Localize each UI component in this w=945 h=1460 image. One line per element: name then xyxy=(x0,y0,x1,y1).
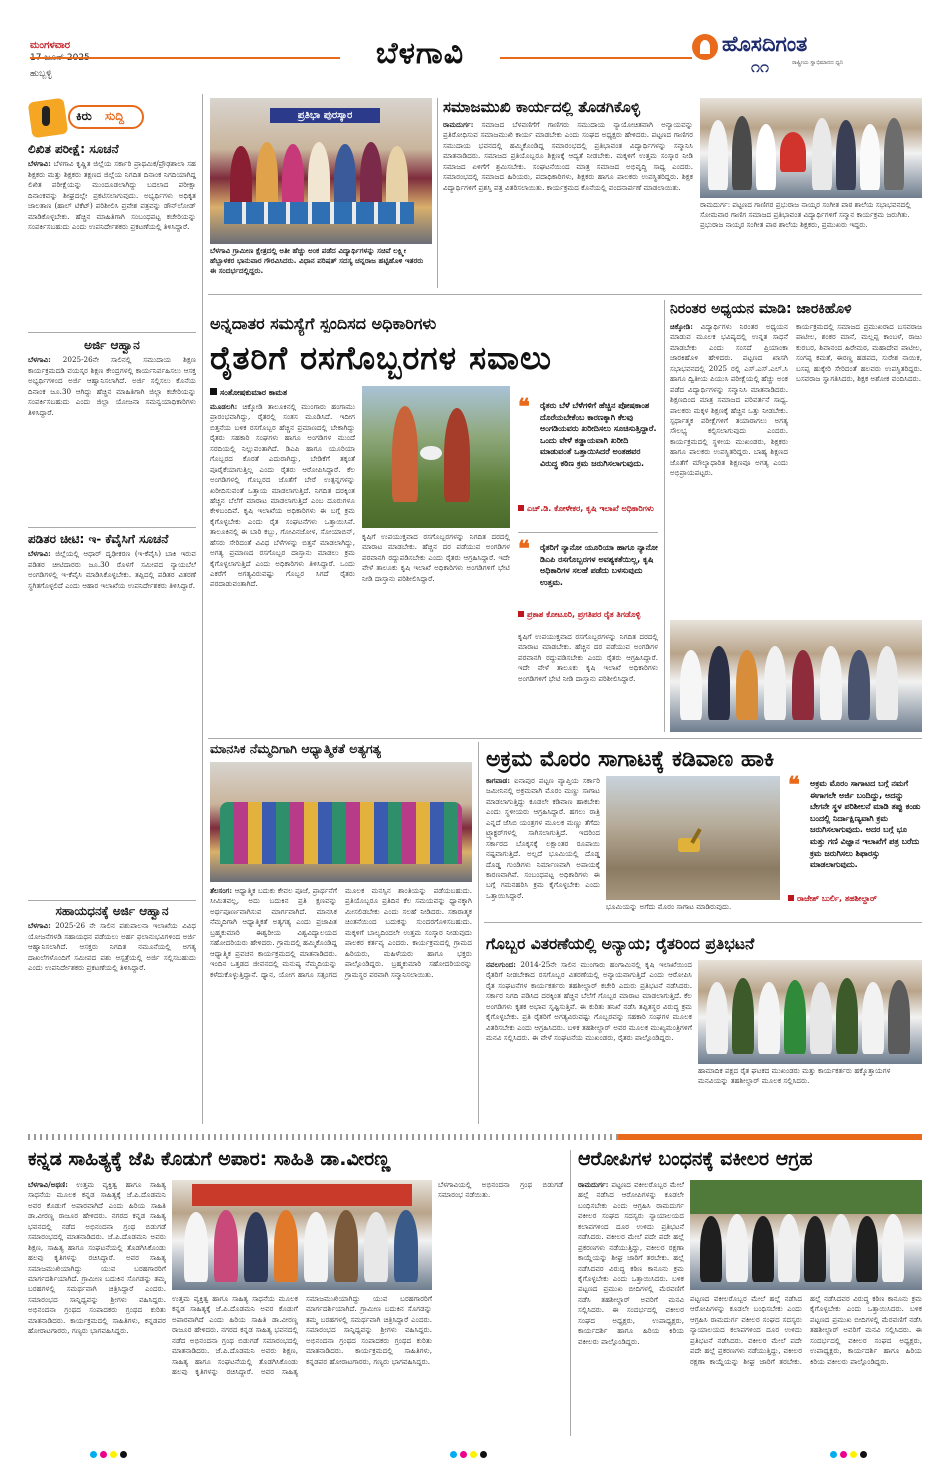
kirusuddi-item-head: ಸಹಾಯಧನಕ್ಕೆ ಅರ್ಜಿ ಆಹ್ವಾನ xyxy=(55,904,169,918)
kirusuddi-item-place: ಬೆಳಗಾವಿ: xyxy=(28,159,51,169)
award-stage-banner: ಪ್ರತಿಭಾ ಪುರಸ್ಕಾರ xyxy=(270,108,380,123)
quote-mark-icon: ❝ xyxy=(518,536,530,562)
paper-name: ಹೊಸದಿಗಂತ xyxy=(722,32,808,56)
byline-icon xyxy=(210,388,217,395)
study-body-text: ವಿದ್ಯಾರ್ಥಿಗಳು ನಿರಂತರ ಅಧ್ಯಯನ ಮಾಡುವ ಮೂಲಕ ಭವಿಷ್ಯದಲ್ಲಿ ಉನ್ನತ ಸಾಧನೆ ಮಾಡಬೇಕು ಎಂದು ಸಂಸದೆ ಪ್ರಿಯಾಂಕಾ ಜಾರಕಿಹೊಳಿ ಹೇಳಿದರು. ಪಟ್ಟಣದ ಖಾಸಗಿ ಸಭಾಭವನದಲ್ಲಿ 2025 ರಲ್ಲಿ ಎಸ್.ಎಸ್.ಎಲ್.ಸಿ ಹಾಗೂ ದ್ವಿತೀಯ ಪಿಯುಸಿ ಪರೀಕ್ಷೆಯಲ್ಲಿ ಹೆಚ್ಚು ಅಂಕ ಪಡೆದ ವಿದ್ಯಾರ್ಥಿಗಳನ್ನು ಸನ್ಮಾನಿಸಿ ಮಾತನಾಡಿದರು. ಶಿಕ್ಷಣದಿಂದ ಮಾತ್ರ ಸಮಾಜದ ಪರಿವರ್ತನೆ ಸಾಧ್ಯ. ಪಾಲಕರು ಮಕ್ಕಳ ಶಿಕ್ಷಣಕ್ಕೆ ಹೆಚ್ಚಿನ ಒತ್ತು ನೀಡಬೇಕು. ಸ್ಪರ್ಧಾತ್ಮಕ ಪರೀಕ್ಷೆಗಳಿಗೆ ತಯಾರಾಗಲು ಅಗತ್ಯ ಸೌಲಭ್ಯ ಕಲ್ಪಿಸಲಾಗುವುದು ಎಂದರು. ಕಾರ್ಯಕ್ರಮದಲ್ಲಿ ಸ್ಥಳೀಯ ಮುಖಂಡರು, ಶಿಕ್ಷಕರು ಹಾಗೂ ಪಾಲಕರು ಉಪಸ್ಥಿತರಿದ್ದರು. ಬಾಹ್ಯ ಶಿಕ್ಷಣದ ಜೊತೆಗೆ ಮೌಲ್ಯಾಧಾರಿತ ಶಿಕ್ಷಣವೂ ಅಗತ್ಯ ಎಂದು ಅಭಿಪ್ರಾಯಪಟ್ಟರು. xyxy=(670,322,788,478)
social-body-text: ಸಮಾಜದ ಬೆಳವಣಿಗೆಗೆ ಗಾಣಿಗರು ಸಮುದಾಯ ನ್ಯಾಯೋಚಿತವಾಗಿ ಅನ್ಯಾಯವನ್ನು ಪ್ರತಿರೋಧಿಸುವ ಸಮಾಜಮುಖಿ ಕಾರ್ಯ ಮಾಡಬೇಕು ಎಂದು ಸಂಘದ ಅಧ್ಯಕ್ಷರು ಹೇಳಿದರು. ಪಟ್ಟಣದ ಗಾಣಿಗರ ಸಮುದಾಯ ಭವನದಲ್ಲಿ ಹಮ್ಮಿಕೊಂಡಿದ್ದ ಸಮಾರಂಭದಲ್ಲಿ ಪ್ರತಿಭಾವಂತ ವಿದ್ಯಾರ್ಥಿಗಳನ್ನು ಸನ್ಮಾನಿಸಿ ಮಾತನಾಡಿದರು. ಸಮಾಜದ ಪ್ರತಿಯೊಬ್ಬರೂ ಶಿಕ್ಷಣಕ್ಕೆ ಆದ್ಯತೆ ನೀಡಬೇಕು. ಮಕ್ಕಳಿಗೆ ಉತ್ತಮ ಸಂಸ್ಕಾರ ನೀಡಿ ಸಮಾಜದ ಏಳಿಗೆಗೆ ಶ್ರಮಿಸಬೇಕು. ಸಂಘಟನೆಯಿಂದ ಮಾತ್ರ ಸಮಾಜದ ಅಭಿವೃದ್ಧಿ ಸಾಧ್ಯ ಎಂದರು. ಸಮಾರಂಭದಲ್ಲಿ ಸಮಾಜದ ಹಿರಿಯರು, ಪದಾಧಿಕಾರಿಗಳು, ಶಿಕ್ಷಕರು ಹಾಗೂ ಪಾಲಕರು ಉಪಸ್ಥಿತರಿದ್ದರು. ಶಿಕ್ಷಕ ವಿದ್ಯಾರ್ಥಿಗಳಿಗೆ ಪ್ರಶಸ್ತಿ ಪತ್ರ ವಿತರಿಸಲಾಯಿತು. ಕಾರ್ಯಕ್ರಮದ ಕೊನೆಯಲ್ಲಿ ವಂದನಾರ್ಪಣೆ ಮಾಡಲಾಯಿತು. xyxy=(443,120,693,192)
award-photo xyxy=(210,98,432,244)
person-figure xyxy=(706,982,728,1054)
kirusuddi-item-text xyxy=(28,355,196,525)
registration-marks-right xyxy=(830,1443,870,1460)
person-figure xyxy=(700,1216,722,1282)
quote-text: ರೈತರು ಬೆಳೆ ಬೆಳೆಗಳಿಗೆ ಹೆಚ್ಚಿನ ಪೋಷಕಾಂಶ ದೊರೆಯಬೇಕೆಂಬ ಕಾರಣಕ್ಕಾಗಿ ಕೆಲವು ಅಂಗಡಿಯವರು ಖರೀದಿಸಲು ಸೂಚಿಸುತ್ತಿದ್ದಾರೆ. ಒಂದು ವೇಳೆ ಕಡ್ಡಾಯವಾಗಿ ಖರೀದಿ ಮಾಡುವಂತೆ ಒತ್ತಾಯಿಸಿದರೆ ಅಂತಹವರ ವಿರುದ್ಧ ಕಠಿಣ ಕ್ರಮ ಜರುಗಿಸಲಾಗುವುದು. xyxy=(540,401,657,468)
hand-icon-finger xyxy=(42,106,50,126)
divider xyxy=(28,527,196,528)
person-figure xyxy=(848,650,870,720)
excavator-figure xyxy=(678,838,700,852)
protest-photo xyxy=(698,960,922,1064)
quote-source xyxy=(518,496,658,515)
veeranna-body-text-2: ಉತ್ತಮ ವ್ಯಕ್ತಿತ್ವ ಹಾಗೂ ಸಾಹಿತ್ಯ ಸಾಧನೆಯ ಮೂಲಕ ಕನ್ನಡ ಸಾಹಿತ್ಯಕ್ಕೆ ಜೆ.ಪಿ.ದೊಡಮನಿ ಅವರ ಕೊಡುಗೆ ಅಪಾರವಾಗಿದೆ ಎಂದು ಹಿರಿಯ ಸಾಹಿತಿ ಡಾ.ವೀರಣ್ಣ ರಾಜೂರ ಹೇಳಿದರು. ನಗರದ ಕನ್ನಡ ಸಾಹಿತ್ಯ ಭವನದಲ್ಲಿ ನಡೆದ ಅಭಿನಂದನಾ ಗ್ರಂಥ ಬಿಡುಗಡೆ ಸಮಾರಂಭದಲ್ಲಿ ಮಾತನಾಡಿದರು. ಜೆ.ಪಿ.ದೊಡಮನಿ ಅವರು ಶಿಕ್ಷಣ, ಸಾಹಿತ್ಯ ಹಾಗೂ ಸಂಘಟನೆಯಲ್ಲಿ ತೊಡಗಿಸಿಕೊಂಡು ಹಲವು ಕೃತಿಗಳನ್ನು ರಚಿಸಿದ್ದಾರೆ. ಅವರ ಸಾಹಿತ್ಯ ಸಮಾಜಮುಖಿಯಾಗಿದ್ದು ಯುವ ಬರಹಗಾರರಿಗೆ ಮಾರ್ಗದರ್ಶಿಯಾಗಿದೆ. ಗ್ರಾಮೀಣ ಬದುಕಿನ ಸೊಗಡನ್ನು ತಮ್ಮ ಬರಹಗಳಲ್ಲಿ ಸಮರ್ಥವಾಗಿ ಚಿತ್ರಿಸಿದ್ದಾರೆ ಎಂದರು. ಸಮಾರಂಭದ ಸಾನ್ನಿಧ್ಯವನ್ನು ಶ್ರೀಗಳು ವಹಿಸಿದ್ದರು. ಅಭಿನಂದನಾ ಗ್ರಂಥದ ಸಂಪಾದಕರು ಗ್ರಂಥದ ಕುರಿತು ಮಾತನಾಡಿದರು. ಕಾರ್ಯಕ್ರಮದಲ್ಲಿ ಸಾಹಿತಿಗಳು, ಕನ್ನಡಪರ ಹೋರಾಟಗಾರರು, ಗಣ್ಯರು ಭಾಗವಹಿಸಿದ್ದರು. xyxy=(172,1294,432,1377)
column-rule xyxy=(570,1150,571,1436)
lead-farm-photo xyxy=(362,386,510,528)
person-figure xyxy=(810,982,832,1054)
study-body xyxy=(670,322,788,616)
divider xyxy=(208,738,922,739)
protest-place: ನವಲಗುಂದ: xyxy=(486,960,516,969)
veeranna-body-3 xyxy=(438,1180,563,1436)
quote-bullet-icon xyxy=(518,611,524,617)
lawyers-body-2 xyxy=(690,1294,922,1436)
person-figure xyxy=(334,1210,358,1282)
lawyers-body-text-2: ಪಟ್ಟಣದ ವಕೀಲರೊಬ್ಬರ ಮೇಲೆ ಹಲ್ಲೆ ನಡೆಸಿದ ಆರೋಪಿಗಳನ್ನು ಕೂಡಲೇ ಬಂಧಿಸಬೇಕು ಎಂದು ಆಗ್ರಹಿಸಿ ರಾಮದುರ್ಗ ವಕೀಲರ ಸಂಘದ ಸದಸ್ಯರು ನ್ಯಾಯಾಲಯದ ಕಲಾಪಗಳಿಂದ ದೂರ ಉಳಿದು ಪ್ರತಿಭಟನೆ ನಡೆಸಿದರು. ವಕೀಲರ ಮೇಲೆ ಪದೇ ಪದೇ ಹಲ್ಲೆ ಪ್ರಕರಣಗಳು ನಡೆಯುತ್ತಿದ್ದು, ವಕೀಲರ ರಕ್ಷಣಾ ಕಾಯ್ದೆಯನ್ನು ಶೀಘ್ರ ಜಾರಿಗೆ ತರಬೇಕು. ಹಲ್ಲೆ ನಡೆಸಿದವರ ವಿರುದ್ಧ ಕಠಿಣ ಕಾನೂನು ಕ್ರಮ ಕೈಗೊಳ್ಳಬೇಕು ಎಂದು ಒತ್ತಾಯಿಸಿದರು. ಬಳಿಕ ಪಟ್ಟಣದ ಪ್ರಮುಖ ಬೀದಿಗಳಲ್ಲಿ ಮೆರವಣಿಗೆ ನಡೆಸಿ ತಹಶೀಲ್ದಾರ್ ಅವರಿಗೆ ಮನವಿ ಸಲ್ಲಿಸಿದರು. ಈ ಸಂದರ್ಭದಲ್ಲಿ ವಕೀಲರ ಸಂಘದ ಅಧ್ಯಕ್ಷರು, ಉಪಾಧ್ಯಕ್ಷರು, ಕಾರ್ಯದರ್ಶಿ ಹಾಗೂ ಹಿರಿಯ ಕಿರಿಯ ವಕೀಲರು ಪಾಲ್ಗೊಂಡಿದ್ದರು. xyxy=(690,1294,922,1366)
lawyers-headline: ಆರೋಪಿಗಳ ಬಂಧನಕ್ಕೆ ವಕೀಲರ ಆಗ್ರಹ xyxy=(578,1148,813,1170)
quote-bullet-icon xyxy=(788,895,794,901)
registration-dot xyxy=(450,1451,457,1458)
social-photo xyxy=(700,98,922,198)
mental-body-text: ಆಧ್ಯಾತ್ಮಿಕ ಬದುಕು ಕೇವಲ ಪೂಜೆ, ಪ್ರಾರ್ಥನೆಗೆ ಸೀಮಿತವಲ್ಲ, ಅದು ಬದುಕಿನ ಪ್ರತಿ ಕ್ಷಣವನ್ನು ಅರ್ಥಪೂರ್ಣವಾಗಿಸುವ ಮಾರ್ಗವಾಗಿದೆ. ಮಾನಸಿಕ ನೆಮ್ಮದಿಗಾಗಿ ಆಧ್ಯಾತ್ಮಿಕತೆ ಅತ್ಯಗತ್ಯ ಎಂದು ಪ್ರಜಾಪಿತ ಬ್ರಹ್ಮಕುಮಾರಿ ಈಶ್ವರೀಯ ವಿಶ್ವವಿದ್ಯಾಲಯದ ಸಹೋದರಿಯರು ಹೇಳಿದರು. ಗ್ರಾಮದಲ್ಲಿ ಹಮ್ಮಿಕೊಂಡಿದ್ದ ಆಧ್ಯಾತ್ಮಿಕ ಪ್ರವಚನ ಕಾರ್ಯಕ್ರಮದಲ್ಲಿ ಮಾತನಾಡಿದರು. ಇಂದಿನ ಒತ್ತಡದ ಜೀವನದಲ್ಲಿ ಮನುಷ್ಯ ನೆಮ್ಮದಿಯನ್ನು ಕಳೆದುಕೊಳ್ಳುತ್ತಿದ್ದಾನೆ. ಧ್ಯಾನ, ಯೋಗ ಹಾಗೂ ಸತ್ಸಂಗದ ಮೂಲಕ ಮನಸ್ಸಿನ ಶಾಂತಿಯನ್ನು ಪಡೆಯಬಹುದು. ಪ್ರತಿಯೊಬ್ಬರೂ ಪ್ರತಿದಿನ ಕೆಲ ಸಮಯವನ್ನು ಧ್ಯಾನಕ್ಕಾಗಿ ಮೀಸಲಿಡಬೇಕು ಎಂದು ಸಲಹೆ ನೀಡಿದರು. ಸಕಾರಾತ್ಮಕ ಚಿಂತನೆಯಿಂದ ಬದುಕನ್ನು ಸುಂದರಗೊಳಿಸಬಹುದು. ಮಕ್ಕಳಿಗೆ ಬಾಲ್ಯದಿಂದಲೇ ಉತ್ತಮ ಸಂಸ್ಕಾರ ನೀಡುವುದು ಪಾಲಕರ ಕರ್ತವ್ಯ ಎಂದರು. ಕಾರ್ಯಕ್ರಮದಲ್ಲಿ ಗ್ರಾಮದ ಹಿರಿಯರು, ಮಹಿಳೆಯರು ಹಾಗೂ ಭಕ್ತರು ಪಾಲ್ಗೊಂಡಿದ್ದರು. ಬ್ರಹ್ಮಕುಮಾರಿ ಸಹೋದರಿಯರನ್ನು ಗ್ರಾಮಸ್ಥರ ಪರವಾಗಿ ಸನ್ಮಾನಿಸಲಾಯಿತು. xyxy=(210,886,472,979)
protest-headline: ಗೊಬ್ಬರ ವಿತರಣೆಯಲ್ಲಿ ಅನ್ಯಾಯ; ರೈತರಿಂದ ಪ್ರತಿಭಟನೆ xyxy=(486,935,755,953)
registration-marks-left xyxy=(90,1443,130,1460)
quote-text: ರೈತರಿಗೆ ನ್ಯಾನೋ ಯೂರಿಯಾ ಹಾಗೂ ನ್ಯಾನೋ ಡಿಎಪಿ ರಸಗೊಬ್ಬರಗಳ ಅವಶ್ಯಕತೆಯಿಲ್ಲ, ಕೃಷಿ ಅಧಿಕಾರಿಗಳ ಸಲಹೆ ಪಡೆದು ಬಳಸುವುದು ಉತ್ತಮ. xyxy=(540,543,658,587)
kirusuddi-item-head: ಅರ್ಜಿ ಆಹ್ವಾನ xyxy=(84,338,140,352)
person-figure xyxy=(836,120,856,190)
veeranna-body xyxy=(28,1180,166,1436)
person-figure xyxy=(836,978,858,1054)
person-figure xyxy=(882,1214,904,1282)
person-figure xyxy=(758,982,780,1054)
mental-photo xyxy=(210,762,472,882)
protest-body-text: 2014-25ನೇ ಸಾಲಿನ ಮುಂಗಾರು ಹಂಗಾಮಿನಲ್ಲಿ ಕೃಷಿ ಇಲಾಖೆಯಿಂದ ರೈತರಿಗೆ ನೀಡಬೇಕಾದ ರಸಗೊಬ್ಬರ ವಿತರಣೆಯಲ್ಲಿ ಅನ್ಯಾಯವಾಗುತ್ತಿದೆ ಎಂದು ಆರೋಪಿಸಿ ರೈತ ಸಂಘಟನೆಗಳ ಕಾರ್ಯಕರ್ತರು ತಹಶೀಲ್ದಾರ್ ಕಚೇರಿ ಎದುರು ಪ್ರತಿಭಟನೆ ನಡೆಸಿದರು. ಸರ್ಕಾರ ನಿಗದಿ ಪಡಿಸಿದ ದರಕ್ಕಿಂತ ಹೆಚ್ಚಿನ ಬೆಲೆಗೆ ಗೊಬ್ಬರ ಮಾರಾಟ ಮಾಡಲಾಗುತ್ತಿದೆ. ಕೆಲ ಅಂಗಡಿಗಳು ಕೃತಕ ಅಭಾವ ಸೃಷ್ಟಿಸುತ್ತಿವೆ. ಈ ಕುರಿತು ತನಿಖೆ ನಡೆಸಿ ತಪ್ಪಿತಸ್ಥರ ವಿರುದ್ಧ ಕ್ರಮ ಕೈಗೊಳ್ಳಬೇಕು. ಪ್ರತಿ ರೈತರಿಗೆ ಅಗತ್ಯವಿರುವಷ್ಟು ಗೊಬ್ಬರವನ್ನು ಸಹಕಾರಿ ಸಂಘಗಳ ಮೂಲಕ ವಿತರಿಸಬೇಕು ಎಂದು ಆಗ್ರಹಿಸಿದರು. ಬಳಿಕ ತಹಶೀಲ್ದಾರ್ ಅವರ ಮೂಲಕ ಮುಖ್ಯಮಂತ್ರಿಗಳಿಗೆ ಮನವಿ ಸಲ್ಲಿಸಿದರು. ಈ ವೇಳೆ ಸಂಘಟನೆಯ ಮುಖಂಡರು, ರೈತರು ಪಾಲ್ಗೊಂಡಿದ್ದರು. xyxy=(486,960,692,1043)
person-figure xyxy=(680,650,702,720)
person-figure xyxy=(764,646,786,720)
person-figure xyxy=(778,1214,800,1282)
registration-dot xyxy=(480,1451,487,1458)
mental-headline: ಮಾನಸಿಕ ನೆಮ್ಮದಿಗಾಗಿ ಆಧ್ಯಾತ್ಮಿಕತೆ ಅತ್ಯಗತ್ಯ xyxy=(210,741,381,756)
registration-dot xyxy=(110,1451,117,1458)
person-figure xyxy=(394,1210,418,1282)
mental-body xyxy=(210,886,472,1124)
quote-mark-icon: ❝ xyxy=(518,394,530,420)
veeranna-headline: ಕನ್ನಡ ಸಾಹಿತ್ಯಕ್ಕೆ ಜೆಪಿ ಕೊಡುಗೆ ಅಪಾರ: ಸಾಹಿತಿ ಡಾ.ವೀರಣ್ಣ xyxy=(28,1148,391,1170)
lead-place: ಮೂಡಲಗಿ: xyxy=(210,402,238,411)
paper-tagline: ರಾಷ್ಟ್ರೀಯ ಸ್ವಾಭಿಮಾನದ ಧ್ವನಿ xyxy=(792,60,844,66)
lead-body-text: ಚಿಕ್ಕೋಡಿ ತಾಲೂಕಿನಲ್ಲಿ ಮುಂಗಾರು ಹಂಗಾಮು ಪ್ರಾರಂಭವಾಗಿದ್ದು, ರೈತರಲ್ಲಿ ಸಂತಸ ಮೂಡಿಸಿದೆ. ಇದೀಗ ಬಿತ್ತನೆಯ ಬಳಿಕ ರಸಗೊಬ್ಬರ ಹೆಚ್ಚಿನ ಪ್ರಮಾಣದಲ್ಲಿ ಬೇಕಾಗಿದ್ದು ರೈತರು ಸಹಕಾರಿ ಸಂಘಗಳು ಹಾಗೂ ಅಂಗಡಿಗಳ ಮುಂದೆ ಸರದಿಯಲ್ಲಿ ನಿಲ್ಲುವಂತಾಗಿದೆ. ಡಿಎಪಿ ಹಾಗೂ ಯೂರಿಯಾ ಗೊಬ್ಬರದ ಕೊರತೆ ಎದುರಾಗಿದ್ದು, ಬೇಡಿಕೆಗೆ ತಕ್ಕಂತೆ ಪೂರೈಕೆಯಾಗುತ್ತಿಲ್ಲ ಎಂದು ರೈತರು ಆರೋಪಿಸಿದ್ದಾರೆ. ಕೆಲ ಅಂಗಡಿಗಳಲ್ಲಿ ಗೊಬ್ಬರದ ಜೊತೆಗೆ ಬೇರೆ ಉತ್ಪನ್ನಗಳನ್ನು ಖರೀದಿಸುವಂತೆ ಒತ್ತಾಯ ಮಾಡಲಾಗುತ್ತಿದೆ. ನಿಗದಿತ ದರಕ್ಕಿಂತ ಹೆಚ್ಚಿನ ಬೆಲೆಗೆ ಮಾರಾಟ ಮಾಡಲಾಗುತ್ತಿದೆ ಎಂಬ ದೂರುಗಳೂ ಕೇಳಿಬಂದಿವೆ. ಕೃಷಿ ಇಲಾಖೆಯ ಅಧಿಕಾರಿಗಳು ಈ ಬಗ್ಗೆ ಕ್ರಮ ಕೈಗೊಳ್ಳಬೇಕು ಎಂದು ರೈತ ಸಂಘಟನೆಗಳು ಒತ್ತಾಯಿಸಿವೆ. ತಾಲೂಕಿನಲ್ಲಿ ಈ ಬಾರಿ ಕಬ್ಬು, ಗೋವಿನಜೋಳ, ಸೋಯಾಬಿನ್, ಹೆಸರು ಸೇರಿದಂತೆ ವಿವಿಧ ಬೆಳೆಗಳನ್ನು ಬಿತ್ತನೆ ಮಾಡಲಾಗಿದ್ದು, ಅಗತ್ಯ ಪ್ರಮಾಣದ ರಸಗೊಬ್ಬರ ದಾಸ್ತಾನು ಮಾಡಲು ಕ್ರಮ ಕೈಗೊಳ್ಳಲಾಗುತ್ತಿದೆ ಎಂದು ಅಧಿಕಾರಿಗಳು ತಿಳಿಸಿದ್ದಾರೆ. ಒಂದು ಎಕರೆಗೆ ಅಗತ್ಯವಿರುವಷ್ಟು ಗೊಬ್ಬರ ಸಿಗದೆ ರೈತರು ಪರದಾಡುವಂತಾಗಿದೆ. xyxy=(210,402,355,589)
bottom-band-hatch xyxy=(28,1134,618,1140)
kirusuddi-item-head: ಲಿಖಿತ ಪರೀಕ್ಷೆ: ಸೂಚನೆ xyxy=(28,142,119,156)
person-figure xyxy=(708,120,728,190)
person-figure xyxy=(876,646,898,720)
person-figure xyxy=(860,124,880,190)
registration-dot xyxy=(470,1451,477,1458)
kirusuddi-item-text xyxy=(28,921,196,1097)
kirusuddi-item-place: ಬೆಳಗಾವಿ: xyxy=(28,549,51,559)
person-figure xyxy=(708,646,730,720)
kirusuddi-item-text xyxy=(28,549,196,879)
registration-dot xyxy=(90,1451,97,1458)
sand-quote xyxy=(788,774,922,916)
lead-byline xyxy=(210,388,350,398)
kirusuddi-label-a: ಕಿರು xyxy=(76,109,92,123)
lead-kicker: ಅನ್ನದಾತರ ಸಮಸ್ಯೆಗೆ ಸ್ಪಂದಿಸದ ಅಧಿಕಾರಿಗಳು xyxy=(210,314,437,333)
person-figure xyxy=(756,124,776,190)
quote-source-name: ಎಚ್.ಡಿ. ಕೋಳೇಕರ, ಕೃಷಿ ಇಲಾಖೆ ಅಧಿಕಾರಿಗಳು xyxy=(527,504,654,513)
registration-dot xyxy=(850,1451,857,1458)
section-title: ಬೆಳಗಾವಿ xyxy=(375,36,465,71)
sand-headline: ಅಕ್ರಮ ಮೊರಂ ಸಾಗಾಟಕ್ಕೆ ಕಡಿವಾಣ ಹಾಕಿ xyxy=(486,747,775,772)
person-figure xyxy=(752,1216,774,1282)
lead-headline: ರೈತರಿಗೆ ರಸಗೊಬ್ಬರಗಳ ಸವಾಲು xyxy=(210,339,552,377)
protest-photo-caption: ಹಾಮಾದಿಕ ಪಕ್ಷದ ರೈತ ಘಟಕದ ಮುಖಂಡರು ಮತ್ತು ಕಾರ್ಯಕರ್ತರು ಹಕ್ಕೊತ್ತಾಯಗಳ ಮನವಿಯನ್ನು ತಹಶೀಲ್ದಾರ್ ಮೂಲಕ ಸಲ್ಲಿಸಿದರು. xyxy=(698,1066,891,1086)
person-figure xyxy=(184,1212,208,1282)
farmer-figure xyxy=(444,408,470,502)
person-figure xyxy=(830,1214,852,1282)
lead-body-tail xyxy=(518,632,658,732)
kirusuddi-item-body: ಜಿಲ್ಲೆಯಲ್ಲಿ ಆಧಾರ್ ದೃಢೀಕರಣ (ಇ-ಕೆವೈಸಿ) ಬಾಕಿ ಇರುವ ಪಡಿತರ ಚೀಟಿದಾರರು ಜೂ.30 ರೊಳಗೆ ಸಮೀಪದ ನ್ಯಾಯಬೆಲೆ ಅಂಗಡಿಗಳಲ್ಲಿ ಇ-ಕೆವೈಸಿ ಮಾಡಿಸಿಕೊಳ್ಳಬೇಕು. ತಪ್ಪಿದಲ್ಲಿ ಪಡಿತರ ವಿತರಣೆ ಸ್ಥಗಿತಗೊಳ್ಳಲಿದೆ ಎಂದು ಆಹಾರ ಇಲಾಖೆಯ ಉಪನಿರ್ದೇಶಕರು ತಿಳಿಸಿದ್ದಾರೆ. xyxy=(28,549,196,590)
study-place: ಚಿಕ್ಕೋಡಿ: xyxy=(670,322,693,331)
registration-dot xyxy=(120,1451,127,1458)
person-figure xyxy=(784,980,806,1054)
kirusuddi-item xyxy=(28,142,196,332)
divider xyxy=(484,922,922,923)
quote-bullet-icon xyxy=(518,505,524,511)
person-figure xyxy=(780,132,806,172)
person-figure xyxy=(732,116,752,190)
veeranna-photo xyxy=(172,1180,432,1290)
veeranna-body-text: ಉತ್ತಮ ವ್ಯಕ್ತಿತ್ವ ಹಾಗೂ ಸಾಹಿತ್ಯ ಸಾಧನೆಯ ಮೂಲಕ ಕನ್ನಡ ಸಾಹಿತ್ಯಕ್ಕೆ ಜೆ.ಪಿ.ದೊಡಮನಿ ಅವರ ಕೊಡುಗೆ ಅಪಾರವಾಗಿದೆ ಎಂದು ಹಿರಿಯ ಸಾಹಿತಿ ಡಾ.ವೀರಣ್ಣ ರಾಜೂರ ಹೇಳಿದರು. ನಗರದ ಕನ್ನಡ ಸಾಹಿತ್ಯ ಭವನದಲ್ಲಿ ನಡೆದ ಅಭಿನಂದನಾ ಗ್ರಂಥ ಬಿಡುಗಡೆ ಸಮಾರಂಭದಲ್ಲಿ ಮಾತನಾಡಿದರು. ಜೆ.ಪಿ.ದೊಡಮನಿ ಅವರು ಶಿಕ್ಷಣ, ಸಾಹಿತ್ಯ ಹಾಗೂ ಸಂಘಟನೆಯಲ್ಲಿ ತೊಡಗಿಸಿಕೊಂಡು ಹಲವು ಕೃತಿಗಳನ್ನು ರಚಿಸಿದ್ದಾರೆ. ಅವರ ಸಾಹಿತ್ಯ ಸಮಾಜಮುಖಿಯಾಗಿದ್ದು ಯುವ ಬರಹಗಾರರಿಗೆ ಮಾರ್ಗದರ್ಶಿಯಾಗಿದೆ. ಗ್ರಾಮೀಣ ಬದುಕಿನ ಸೊಗಡನ್ನು ತಮ್ಮ ಬರಹಗಳಲ್ಲಿ ಸಮರ್ಥವಾಗಿ ಚಿತ್ರಿಸಿದ್ದಾರೆ ಎಂದರು. ಸಮಾರಂಭದ ಸಾನ್ನಿಧ್ಯವನ್ನು ಶ್ರೀಗಳು ವಹಿಸಿದ್ದರು. ಅಭಿನಂದನಾ ಗ್ರಂಥದ ಸಂಪಾದಕರು ಗ್ರಂಥದ ಕುರಿತು ಮಾತನಾಡಿದರು. ಕಾರ್ಯಕ್ರಮದಲ್ಲಿ ಸಾಹಿತಿಗಳು, ಕನ್ನಡಪರ ಹೋರಾಟಗಾರರು, ಗಣ್ಯರು ಭಾಗವಹಿಸಿದ್ದರು. xyxy=(28,1180,166,1336)
registration-dot xyxy=(100,1451,107,1458)
veeranna-stage-banner xyxy=(192,1184,412,1206)
kirusuddi-item xyxy=(28,532,196,902)
person-figure xyxy=(888,980,910,1054)
person-figure xyxy=(856,1216,878,1282)
sand-body-text: ಐನಾಪುರ ಪಟ್ಟಣ ವ್ಯಾಪ್ತಿಯ ಸರ್ಕಾರಿ ಜಮೀನಿನಲ್ಲಿ ಅಕ್ರಮವಾಗಿ ಮೊರಂ ಮಣ್ಣು ಸಾಗಾಟ ಮಾಡಲಾಗುತ್ತಿದ್ದು ಕೂಡಲೇ ಕಡಿವಾಣ ಹಾಕಬೇಕು ಎಂದು ಸ್ಥಳೀಯರು ಆಗ್ರಹಿಸಿದ್ದಾರೆ. ಹಗಲು ರಾತ್ರಿ ಎನ್ನದೆ ಜೆಸಿಬಿ ಯಂತ್ರಗಳ ಮೂಲಕ ಮಣ್ಣು ತೆಗೆದು ಟ್ರ್ಯಾಕ್ಟರ್‌ಗಳಲ್ಲಿ ಸಾಗಿಸಲಾಗುತ್ತಿದೆ. ಇದರಿಂದ ಸರ್ಕಾರದ ಬೊಕ್ಕಸಕ್ಕೆ ಲಕ್ಷಾಂತರ ರೂಪಾಯಿ ನಷ್ಟವಾಗುತ್ತಿದೆ. ಅಲ್ಲದೆ ಭೂಮಿಯಲ್ಲಿ ದೊಡ್ಡ ದೊಡ್ಡ ಗುಂಡಿಗಳು ನಿರ್ಮಾಣವಾಗಿ ಅಪಾಯಕ್ಕೆ ಕಾರಣವಾಗಿವೆ. ಸಂಬಂಧಪಟ್ಟ ಅಧಿಕಾರಿಗಳು ಈ ಬಗ್ಗೆ ಗಮನಹರಿಸಿ ಕ್ರಮ ಕೈಗೊಳ್ಳಬೇಕು ಎಂದು ಒತ್ತಾಯಿಸಿದ್ದಾರೆ. xyxy=(486,776,600,900)
kirusuddi-item-body: 2025-26ನೇ ಸಾಲಿನಲ್ಲಿ ಸಮುದಾಯ ಶಿಕ್ಷಣ ಕಾರ್ಯಕ್ರಮದಡಿ ವಯಸ್ಕರ ಶಿಕ್ಷಣ ಕೇಂದ್ರಗಳಲ್ಲಿ ಕಾರ್ಯನಿರ್ವಹಿಸಲು ಆಸಕ್ತ ಅಭ್ಯರ್ಥಿಗಳಿಂದ ಅರ್ಜಿ ಆಹ್ವಾನಿಸಲಾಗಿದೆ. ಅರ್ಜಿ ಸಲ್ಲಿಸಲು ಕೊನೆಯ ದಿನಾಂಕ ಜೂ.30 ಆಗಿದ್ದು ಹೆಚ್ಚಿನ ಮಾಹಿತಿಗಾಗಿ ಜಿಲ್ಲಾ ಕಚೇರಿಯನ್ನು ಸಂಪರ್ಕಿಸಬಹುದು ಎಂದು ಜಿಲ್ಲಾ ಯೋಜನಾ ಸಮನ್ವಯಾಧಿಕಾರಿಗಳು ತಿಳಿಸಿದ್ದಾರೆ. xyxy=(28,355,196,417)
column-rule xyxy=(664,300,665,732)
masthead-right-rule xyxy=(500,57,692,59)
column-rule xyxy=(202,94,203,1124)
sand-photo-caption: ಭೂಮಿಯನ್ನು ಅಗೆದು ಮೊರಂ ಸಾಗಾಟ ಮಾಡಿರುವುದು. xyxy=(606,902,732,911)
masthead-left-rule xyxy=(30,57,340,59)
mental-place: ತೆಲಸಂಗ: xyxy=(210,886,233,895)
social-body xyxy=(443,120,693,288)
kirusuddi-item xyxy=(28,338,196,528)
sand-place: ಕಾಗವಾಡ: xyxy=(486,776,511,785)
registration-marks-center xyxy=(450,1443,490,1460)
study-photo xyxy=(670,620,922,732)
social-place: ರಾಮದುರ್ಗ: xyxy=(443,120,474,129)
quote-source-name: ಪ್ರಕಾಶ ಕೋಟೂರಿ, ಪ್ರಗತಿಪರ ರೈತ ತಿಗಡೊಳ್ಳಿ xyxy=(527,610,641,619)
lawyers-tree xyxy=(690,1180,922,1214)
quote-text: ಅಕ್ರಮ ಮೊರಂ ಸಾಗಾಟದ ಬಗ್ಗೆ ನಮಗೆ ಈಗಾಗಲೇ ಅರ್ಜಿ ಬಂದಿದ್ದು, ಅದನ್ನು ಬೇಗನೇ ಸ್ಥಳ ಪರಿಶೀಲನೆ ಮಾಡಿ ತಪ್ಪು ಕಂಡು ಬಂದಲ್ಲಿ ನಿರ್ದಾಕ್ಷಿಣ್ಯವಾಗಿ ಕ್ರಮ ಜರುಗಿಸಲಾಗುವುದು. ಅದರ ಬಗ್ಗೆ ಭೂ ಮತ್ತು ಗಣಿ ವಿಜ್ಞಾನ ಇಲಾಖೆಗೆ ಪತ್ರ ಬರೆದು ಕ್ರಮ ಜರುಗಿಸಲು ಶಿಫಾರಸ್ಸು ಮಾಡಲಾಗುವುದು. xyxy=(810,779,921,870)
kirusuddi-item-place: ಬೆಳಗಾವಿ: xyxy=(28,921,51,931)
sand-photo xyxy=(606,776,780,900)
column-rule xyxy=(478,742,479,1124)
person-figure xyxy=(732,978,754,1054)
person-figure xyxy=(820,646,842,720)
mental-photo-row xyxy=(220,802,462,864)
registration-dot xyxy=(830,1451,837,1458)
kirusuddi-logo xyxy=(28,96,196,142)
bottom-band-accent xyxy=(618,1134,922,1140)
fertilizer-spray xyxy=(420,446,442,460)
registration-dot xyxy=(860,1451,867,1458)
quote-mark-icon: ❝ xyxy=(788,772,800,798)
sand-body xyxy=(486,776,600,916)
lead-body xyxy=(210,402,355,732)
kirusuddi-item xyxy=(28,904,196,1116)
person-figure xyxy=(884,118,904,190)
person-figure xyxy=(812,118,832,190)
quote-source-name: ರಾಜೇಶ್ ಬುರ್ಲಿ, ತಹಶೀಲ್ದಾರ್ xyxy=(797,894,877,903)
page-number: ೧೧ xyxy=(751,57,769,76)
lead-body-tail-text: ಕೃಷಿಗೆ ಉಪಯುಕ್ತವಾದ ರಸಗೊಬ್ಬರಗಳನ್ನು ನಿಗದಿತ ದರದಲ್ಲಿ ಮಾರಾಟ ಮಾಡಬೇಕು. ಹೆಚ್ಚಿನ ದರ ಪಡೆಯುವ ಅಂಗಡಿಗಳ ಪರವಾನಗಿ ರದ್ದುಪಡಿಸಬೇಕು ಎಂದು ರೈತರು ಆಗ್ರಹಿಸಿದ್ದಾರೆ. ಇದೇ ವೇಳೆ ತಾಲೂಕು ಕೃಷಿ ಇಲಾಖೆ ಅಧಿಕಾರಿಗಳು ಅಂಗಡಿಗಳಿಗೆ ಭೇಟಿ ನೀಡಿ ದಾಸ್ತಾನು ಪರಿಶೀಲಿಸಿದ್ದಾರೆ. xyxy=(518,632,658,683)
lead-body-continued: ಕೃಷಿಗೆ ಉಪಯುಕ್ತವಾದ ರಸಗೊಬ್ಬರಗಳನ್ನು ನಿಗದಿತ ದರದಲ್ಲಿ ಮಾರಾಟ ಮಾಡಬೇಕು. ಹೆಚ್ಚಿನ ದರ ಪಡೆಯುವ ಅಂಗಡಿಗಳ ಪರವಾನಗಿ ರದ್ದುಪಡಿಸಬೇಕು ಎಂದು ರೈತರು ಆಗ್ರಹಿಸಿದ್ದಾರೆ. ಇದೇ ವೇಳೆ ತಾಲೂಕು ಕೃಷಿ ಇಲಾಖೆ ಅಧಿಕಾರಿಗಳು ಅಂಗಡಿಗಳಿಗೆ ಭೇಟಿ ನೀಡಿ ದಾಸ್ತಾನು ಪರಿಶೀಲಿಸಿದ್ದಾರೆ. xyxy=(362,532,510,583)
kirusuddi-item-body: ಬೆಳಗಾವಿ ಕೃಷ್ಣಿತ ಜಿಲ್ಲೆಯ ಸರ್ಕಾರಿ ಪ್ರಾಥಮಿಕ/ಪ್ರೌಢಶಾಲಾ ಸಹ ಶಿಕ್ಷಕರು ಮತ್ತು ಶಿಕ್ಷಕರು ತಕ್ಷಣದ ಜಿಲ್ಲೆಯ ನಿಗದಿತ ದಿನಾಂಕ ನಿಗದಿಯಾಗಿದ್ದ ಲಿಖಿತ ಪರೀಕ್ಷೆಯನ್ನು ಮುಂದೂಡಲಾಗಿದ್ದು ಬದಲಾದ ಪರೀಕ್ಷಾ ದಿನಾಂಕವನ್ನು ಶೀಘ್ರದಲ್ಲೇ ಪ್ರಕಟಿಸಲಾಗುವುದು. ಅಭ್ಯರ್ಥಿಗಳು ಅಧಿಕೃತ ಜಾಲತಾಣ (ಹಾಲ್ ಟಿಕೆಟ್) ಪರಿಶೀಲಿಸಿ ಪ್ರವೇಶ ಪತ್ರವನ್ನು ಡೌನ್‌ಲೋಡ್ ಮಾಡಿಕೊಳ್ಳಬೇಕು. ಹೆಚ್ಚಿನ ಮಾಹಿತಿಗಾಗಿ ಸಂಬಂಧಪಟ್ಟ ಕಚೇರಿಯನ್ನು ಸಂಪರ್ಕಿಸಬಹುದು ಎಂದು ಉಪನಿರ್ದೇಶಕರು ಪ್ರಕಟಣೆಯಲ್ಲಿ ತಿಳಿಸಿದ್ದಾರೆ. xyxy=(28,159,196,232)
quote-source xyxy=(788,886,922,905)
lead-quote-2 xyxy=(518,538,658,628)
registration-dot xyxy=(840,1451,847,1458)
farmer-figure xyxy=(392,406,418,502)
byline-name: ಸಂತೋಷಕುಮಾರ ಕಾಮತ xyxy=(220,388,288,397)
bottom-band xyxy=(28,1132,922,1142)
divider xyxy=(28,900,196,901)
person-figure xyxy=(726,1214,748,1282)
kirusuddi-item-body: 2025-26 ನೇ ಸಾಲಿನ ಪಶುಪಾಲನಾ ಇಲಾಖೆಯ ವಿವಿಧ ಯೋಜನೆಗಳಡಿ ಸಹಾಯಧನ ಪಡೆಯಲು ಅರ್ಹ ಫಲಾನುಭವಿಗಳಿಂದ ಅರ್ಜಿ ಆಹ್ವಾನಿಸಲಾಗಿದೆ. ಆಸಕ್ತರು ನಿಗದಿತ ನಮೂನೆಯಲ್ಲಿ ಅಗತ್ಯ ದಾಖಲೆಗಳೊಂದಿಗೆ ಸಮೀಪದ ಪಶು ಆಸ್ಪತ್ರೆಯಲ್ಲಿ ಅರ್ಜಿ ಸಲ್ಲಿಸಬಹುದು ಎಂದು ಉಪನಿರ್ದೇಶಕರು ಪ್ರಕಟಣೆಯಲ್ಲಿ ತಿಳಿಸಿದ್ದಾರೆ. xyxy=(28,921,196,973)
masthead xyxy=(0,0,945,92)
veeranna-body-2 xyxy=(172,1294,432,1436)
masthead-date-block xyxy=(30,40,150,79)
award-bags xyxy=(224,202,414,224)
kirusuddi-item-place: ಬೆಳಗಾವಿ: xyxy=(28,355,51,365)
social-photo-caption: ರಾಮದುರ್ಗ: ಪಟ್ಟಣದ ಗಾಣಿಗರ ಪ್ರಭುರಾಜ ನಾಯ್ಕರ ಸಂಗೀತ ಪಾಠ ಶಾಲೆಯ ಸಭಾಭವನದಲ್ಲಿ ಸೋಮವಾರ ಗಾಣಿಗ ಸಮಾಜದ ಪ್ರತಿಭಾವಂತ ವಿದ್ಯಾರ್ಥಿಗಳಿಗೆ ಸನ್ಮಾನ ಕಾರ್ಯಕ್ರಮ ಜರುಗಿತು. ಪ್ರಭುರಾಜ ನಾಯ್ಕರ ಸಂಗೀತ ಪಾಠ ಶಾಲೆಯ ಶಿಕ್ಷಕರು, ಪ್ರಮುಖರು ಇದ್ದರು. xyxy=(700,200,911,230)
lawyers-photo xyxy=(690,1180,922,1290)
paper-logo-icon xyxy=(700,40,710,54)
paper-logo xyxy=(692,30,920,70)
study-headline: ನಿರಂತರ ಅಧ್ಯಯನ ಮಾಡಿ: ಜಾರಕಿಹೊಳಿ xyxy=(670,301,852,317)
lead-quote-1 xyxy=(518,396,658,526)
study-body-2: ಕಾರ್ಯಕ್ರಮದಲ್ಲಿ ಸಮಾಜದ ಪ್ರಮುಖರಾದ ಬಸವರಾಜ ಪಾಟೀಲ, ಶಂಕರ ಮಾನೆ, ಮಲ್ಲಪ್ಪ ಕಾಂಬಳೆ, ರಾಜು ಕುರಬರ, ಶಿವಾನಂದ ಹಿರೇಮಠ, ಮಹಾದೇವ ಪಾಟೀಲ, ಸಂಗಪ್ಪ ಕಮತೆ, ಈರಣ್ಣ ಹಡಪದ, ಸುರೇಶ ನಾಯಿಕ, ಬಸಪ್ಪ ಹುಕ್ಕೇರಿ ಸೇರಿದಂತೆ ಹಲವರು ಉಪಸ್ಥಿತರಿದ್ದರು. ಬಸವರಾಜ ಸ್ವಾಗತಿಸಿದರು, ಶಿಕ್ಷಕ ಅಶೋಕ ವಂದಿಸಿದರು. xyxy=(796,322,922,384)
person-figure xyxy=(214,1210,238,1282)
kirusuddi-item-head: ಪಡಿತರ ಚೀಟಿ: ಇ- ಕೆವೈಸಿಗೆ ಸೂಚನೆ xyxy=(28,532,169,546)
column-rule xyxy=(437,98,438,288)
kirusuddi-label-b: ಸುದ್ದಿ xyxy=(105,109,125,123)
quote-source xyxy=(518,602,658,621)
veeranna-place: ಬೆಳಗಾವಿ/ಅಥಣಿ: xyxy=(28,1180,68,1189)
person-figure xyxy=(792,650,814,720)
person-figure xyxy=(804,1216,826,1282)
person-figure xyxy=(304,1212,328,1282)
award-photo-caption: ಬೆಳಗಾವಿ ಗ್ರಾಮೀಣ ಕ್ಷೇತ್ರದಲ್ಲಿ ಅತೀ ಹೆಚ್ಚು ಅಂಕ ಪಡೆದ ವಿದ್ಯಾರ್ಥಿಗಳನ್ನು ಸಚಿವೆ ಲಕ್ಷ್ಮೀ ಹೆಬ್ಬಾಳಕರ ಭಾನುವಾರ ಗೌರವಿಸಿದರು. ವಿಧಾನ ಪರಿಷತ್ ಸದಸ್ಯ ಚನ್ನರಾಜ ಹಟ್ಟಿಹೊಳಿ ಇತರರು ಈ ಸಂದರ್ಭದಲ್ಲಿದ್ದರು. xyxy=(210,246,424,276)
person-figure xyxy=(364,1212,388,1282)
lawyers-place: ರಾಮದುರ್ಗ: xyxy=(578,1180,609,1189)
divider xyxy=(518,532,658,533)
masthead-edition: ಹುಬ್ಬಳ್ಳಿ xyxy=(30,69,52,79)
registration-dot xyxy=(460,1451,467,1458)
protest-body xyxy=(486,960,692,1124)
divider xyxy=(28,332,196,333)
masthead-day: ಮಂಗಳವಾರ xyxy=(30,40,71,51)
kirusuddi-column xyxy=(28,94,196,1118)
kirusuddi-item-text xyxy=(28,159,196,327)
person-figure xyxy=(274,1210,298,1282)
lawyers-body-text: ಪಟ್ಟಣದ ವಕೀಲರೊಬ್ಬರ ಮೇಲೆ ಹಲ್ಲೆ ನಡೆಸಿದ ಆರೋಪಿಗಳನ್ನು ಕೂಡಲೇ ಬಂಧಿಸಬೇಕು ಎಂದು ಆಗ್ರಹಿಸಿ ರಾಮದುರ್ಗ ವಕೀಲರ ಸಂಘದ ಸದಸ್ಯರು ನ್ಯಾಯಾಲಯದ ಕಲಾಪಗಳಿಂದ ದೂರ ಉಳಿದು ಪ್ರತಿಭಟನೆ ನಡೆಸಿದರು. ವಕೀಲರ ಮೇಲೆ ಪದೇ ಪದೇ ಹಲ್ಲೆ ಪ್ರಕರಣಗಳು ನಡೆಯುತ್ತಿದ್ದು, ವಕೀಲರ ರಕ್ಷಣಾ ಕಾಯ್ದೆಯನ್ನು ಶೀಘ್ರ ಜಾರಿಗೆ ತರಬೇಕು. ಹಲ್ಲೆ ನಡೆಸಿದವರ ವಿರುದ್ಧ ಕಠಿಣ ಕಾನೂನು ಕ್ರಮ ಕೈಗೊಳ್ಳಬೇಕು ಎಂದು ಒತ್ತಾಯಿಸಿದರು. ಬಳಿಕ ಪಟ್ಟಣದ ಪ್ರಮುಖ ಬೀದಿಗಳಲ್ಲಿ ಮೆರವಣಿಗೆ ನಡೆಸಿ ತಹಶೀಲ್ದಾರ್ ಅವರಿಗೆ ಮನವಿ ಸಲ್ಲಿಸಿದರು. ಈ ಸಂದರ್ಭದಲ್ಲಿ ವಕೀಲರ ಸಂಘದ ಅಧ್ಯಕ್ಷರು, ಉಪಾಧ್ಯಕ್ಷರು, ಕಾರ್ಯದರ್ಶಿ ಹಾಗೂ ಹಿರಿಯ ಕಿರಿಯ ವಕೀಲರು ಪಾಲ್ಗೊಂಡಿದ್ದರು. xyxy=(578,1180,684,1346)
divider xyxy=(208,294,922,295)
social-headline: ಸಮಾಜಮುಖಿ ಕಾರ್ಯದಲ್ಲಿ ತೊಡಗಿಕೊಳ್ಳಿ xyxy=(443,98,640,116)
person-figure xyxy=(244,1212,268,1282)
person-figure xyxy=(736,650,758,720)
person-figure xyxy=(862,982,884,1054)
lawyers-body xyxy=(578,1180,684,1436)
veeranna-photo-caption: ಬೆಳಗಾವಿಯಲ್ಲಿ ಅಭಿನಂದನಾ ಗ್ರಂಥ ಬಿಡುಗಡೆ ಸಮಾರಂಭ ನಡೆಯಿತು. xyxy=(438,1180,563,1200)
